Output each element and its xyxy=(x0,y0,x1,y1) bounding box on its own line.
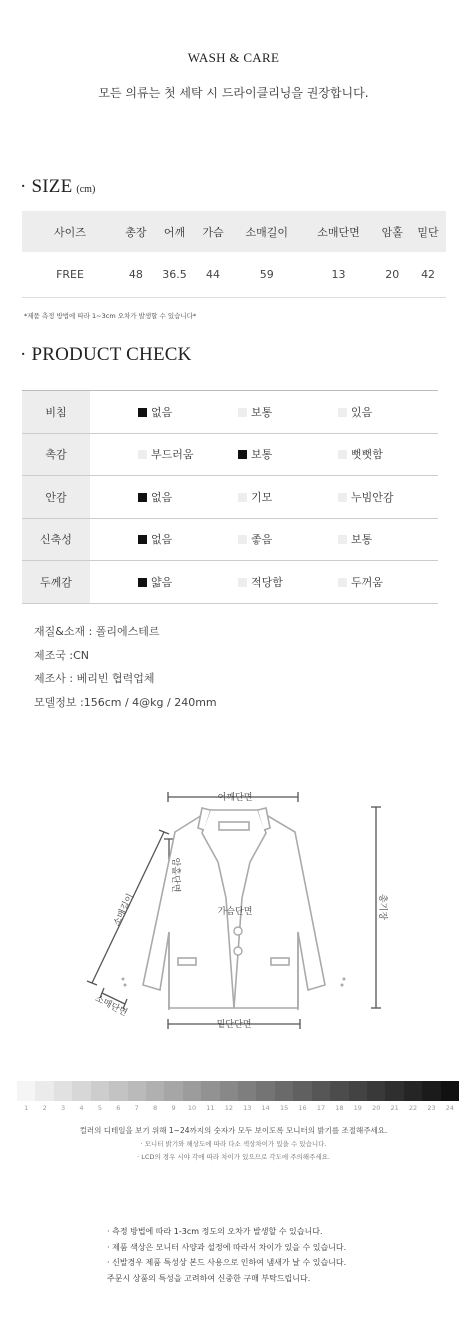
size-heading-text: · SIZE xyxy=(20,176,73,197)
size-cell: 59 xyxy=(231,252,303,297)
check-label: 신축성 xyxy=(22,518,90,561)
unchecked-box-icon xyxy=(238,408,247,417)
size-cell: 20 xyxy=(374,252,410,297)
size-cell: 36.5 xyxy=(154,252,195,297)
gradient-number: 16 xyxy=(298,1104,307,1112)
gradient-number: 4 xyxy=(79,1104,84,1112)
unchecked-box-icon xyxy=(338,450,347,459)
size-header-cell: 소매길이 xyxy=(231,211,303,252)
label-chest: 가슴단면 xyxy=(217,907,253,917)
gradient-number: 1 xyxy=(24,1104,29,1112)
check-option-label: 누빔안감 xyxy=(351,490,394,504)
check-option xyxy=(90,561,238,604)
check-option xyxy=(90,476,238,519)
size-table-body xyxy=(22,252,446,297)
check-option xyxy=(90,391,238,434)
check-option xyxy=(338,433,438,476)
gradient-number: 21 xyxy=(390,1104,399,1112)
check-option-label: 보통 xyxy=(251,405,273,419)
size-header-cell: 암홀 xyxy=(374,211,410,252)
gradient-swatch xyxy=(275,1081,293,1101)
size-header-cell: 어깨 xyxy=(154,211,195,252)
check-option-label: 뻣뻣함 xyxy=(351,448,383,462)
check-row xyxy=(22,476,438,519)
check-option xyxy=(338,391,438,434)
gradient-swatch xyxy=(35,1081,53,1101)
size-cell: 44 xyxy=(195,252,231,297)
info-material: 재질&소재 : 폴리에스테르 xyxy=(34,625,160,638)
check-option-label: 있음 xyxy=(351,405,373,419)
gradient-number: 5 xyxy=(97,1104,102,1112)
gradient-number: 11 xyxy=(206,1104,215,1112)
check-label: 비침 xyxy=(22,391,90,434)
checked-box-icon xyxy=(138,408,147,417)
size-note: *제품 측정 방법에 따라 1~3cm 오차가 발생할 수 있습니다* xyxy=(24,312,197,320)
check-option xyxy=(338,561,438,604)
size-header-cell: 총장 xyxy=(118,211,154,252)
check-label: 안감 xyxy=(22,476,90,519)
size-header-cell: 소매단면 xyxy=(303,211,375,252)
check-option xyxy=(90,518,238,561)
check-option-label: 보통 xyxy=(351,533,373,547)
gradient-number: 12 xyxy=(224,1104,233,1112)
wash-care-title: WASH & CARE xyxy=(187,50,280,65)
final-note-3: · 신발경우 제품 특성상 본드 사용으로 인하여 냄새가 날 수 있습니다. xyxy=(107,1258,347,1267)
gradient-swatch xyxy=(128,1081,146,1101)
check-row xyxy=(22,433,438,476)
gradient-swatch xyxy=(330,1081,348,1101)
brightness-gradient xyxy=(17,1081,459,1101)
gradient-note-main: 컬러의 디테일을 보기 위해 1~24까지의 숫자가 모두 보이도록 모니터의 밝기를 조절해주세요. xyxy=(79,1126,388,1135)
size-heading xyxy=(20,176,95,198)
unchecked-box-icon xyxy=(138,450,147,459)
check-option-label: 얇음 xyxy=(151,575,173,589)
size-cell: 13 xyxy=(303,252,375,297)
check-option xyxy=(90,433,238,476)
product-check-heading-text: · PRODUCT CHECK xyxy=(20,344,192,365)
gradient-swatch xyxy=(441,1081,459,1101)
gradient-number: 8 xyxy=(153,1104,158,1112)
check-row xyxy=(22,391,438,434)
final-note-4: 주문시 상품의 특성을 고려하여 신중한 구매 부탁드립니다. xyxy=(107,1273,311,1283)
check-row xyxy=(22,518,438,561)
final-notes xyxy=(107,1224,346,1286)
check-row xyxy=(22,561,438,604)
label-sleeve: 소매길이 xyxy=(112,892,137,928)
unchecked-box-icon xyxy=(338,493,347,502)
check-option-label: 기모 xyxy=(251,490,273,504)
gradient-number: 19 xyxy=(353,1104,362,1112)
gradient-swatch xyxy=(367,1081,385,1101)
check-option xyxy=(238,561,338,604)
check-option-label: 보통 xyxy=(251,448,273,462)
check-option xyxy=(338,518,438,561)
gradient-swatch xyxy=(422,1081,440,1101)
unchecked-box-icon xyxy=(338,535,347,544)
check-option-label: 없음 xyxy=(151,490,173,504)
final-note-1: · 측정 방법에 따라 1-3cm 정도의 오차가 발생할 수 있습니다. xyxy=(107,1227,323,1236)
gradient-swatch xyxy=(17,1081,35,1101)
check-option-label: 부드러움 xyxy=(151,448,194,462)
check-label: 촉감 xyxy=(22,433,90,476)
gradient-number: 24 xyxy=(445,1104,455,1112)
check-option xyxy=(338,476,438,519)
wash-care-section xyxy=(0,50,467,101)
gradient-swatch xyxy=(109,1081,127,1101)
unchecked-box-icon xyxy=(338,578,347,587)
gradient-number: 6 xyxy=(116,1104,121,1112)
size-table xyxy=(22,211,446,298)
gradient-swatch xyxy=(256,1081,274,1101)
label-armhole: 암홀단면 xyxy=(170,857,180,893)
final-note-2: · 제품 색상은 모니터 사양과 설정에 따라서 차이가 있을 수 있습니다. xyxy=(107,1242,347,1252)
size-header-cell: 사이즈 xyxy=(22,211,118,252)
size-header-cell: 밑단 xyxy=(410,211,446,252)
gradient-swatch xyxy=(293,1081,311,1101)
gradient-swatch xyxy=(385,1081,403,1101)
gradient-swatch xyxy=(201,1081,219,1101)
gradient-number: 7 xyxy=(134,1104,139,1112)
gradient-number: 22 xyxy=(408,1104,418,1112)
checked-box-icon xyxy=(138,493,147,502)
gradient-swatch xyxy=(312,1081,330,1101)
gradient-number: 13 xyxy=(243,1104,252,1112)
gradient-number: 9 xyxy=(171,1104,176,1112)
checked-box-icon xyxy=(238,450,247,459)
label-shoulder: 어깨단면 xyxy=(217,793,253,803)
gradient-swatch xyxy=(164,1081,182,1101)
unchecked-box-icon xyxy=(338,408,347,417)
label-hem: 밑단단면 xyxy=(216,1020,252,1030)
check-option-label: 적당함 xyxy=(251,575,283,589)
gradient-swatch xyxy=(54,1081,72,1101)
info-country: 제조국 :CN xyxy=(34,648,89,662)
size-header-cell: 가슴 xyxy=(195,211,231,252)
gradient-note xyxy=(0,1124,467,1164)
gradient-swatch xyxy=(404,1081,422,1101)
gradient-number: 10 xyxy=(187,1104,197,1112)
size-cell: 48 xyxy=(118,252,154,297)
product-info xyxy=(34,620,217,714)
check-option xyxy=(238,433,338,476)
gradient-swatch xyxy=(91,1081,109,1101)
gradient-number: 3 xyxy=(60,1104,66,1112)
unchecked-box-icon xyxy=(238,493,247,502)
size-cell: FREE xyxy=(22,252,118,297)
check-option xyxy=(238,518,338,561)
gradient-number: 23 xyxy=(427,1104,436,1112)
unchecked-box-icon xyxy=(238,535,247,544)
gradient-number: 18 xyxy=(335,1104,344,1112)
check-option-label: 없음 xyxy=(151,405,173,419)
gradient-number: 2 xyxy=(42,1104,47,1112)
gradient-swatch xyxy=(146,1081,164,1101)
label-length: 총기장 xyxy=(377,893,387,921)
gradient-number: 15 xyxy=(279,1104,289,1112)
size-row xyxy=(22,252,446,297)
product-check-table xyxy=(22,390,438,604)
gradient-number: 17 xyxy=(316,1104,326,1112)
gradient-swatch xyxy=(238,1081,256,1101)
product-check-heading xyxy=(20,344,192,366)
gradient-swatch xyxy=(349,1081,367,1101)
gradient-swatch xyxy=(72,1081,90,1101)
check-option-label: 없음 xyxy=(151,533,173,547)
checked-box-icon xyxy=(138,535,147,544)
gradient-number: 20 xyxy=(372,1104,381,1112)
size-unit: (cm) xyxy=(76,184,96,195)
check-option-label: 좋음 xyxy=(251,533,273,547)
wash-care-text: 모든 의류는 첫 세탁 시 드라이클리닝을 권장합니다. xyxy=(98,86,369,100)
gradient-number: 14 xyxy=(261,1104,270,1112)
check-option xyxy=(238,391,338,434)
gradient-note-sub1: · 모니터 밝기와 해상도에 따라 다소 색상차이가 있을 수 있습니다. xyxy=(140,1140,327,1148)
check-label: 두께감 xyxy=(22,561,90,604)
gradient-swatch xyxy=(220,1081,238,1101)
size-table-header xyxy=(22,211,446,252)
jacket-size-diagram xyxy=(80,780,400,1040)
size-cell: 42 xyxy=(410,252,446,297)
info-model: 모델정보 :156cm / 4@kg / 240mm xyxy=(34,695,217,709)
label-cuff: 소매단면 xyxy=(93,993,129,1019)
check-option xyxy=(238,476,338,519)
unchecked-box-icon xyxy=(238,578,247,587)
info-maker: 제조사 : 베리빈 협력업체 xyxy=(34,672,155,685)
gradient-swatch xyxy=(183,1081,201,1101)
check-option-label: 두꺼움 xyxy=(351,575,383,589)
gradient-numbers xyxy=(17,1104,459,1112)
gradient-note-sub2: · LCD의 경우 시야 각에 따라 차이가 있으므로 각도에 주의해주세요. xyxy=(137,1153,330,1161)
checked-box-icon xyxy=(138,578,147,587)
